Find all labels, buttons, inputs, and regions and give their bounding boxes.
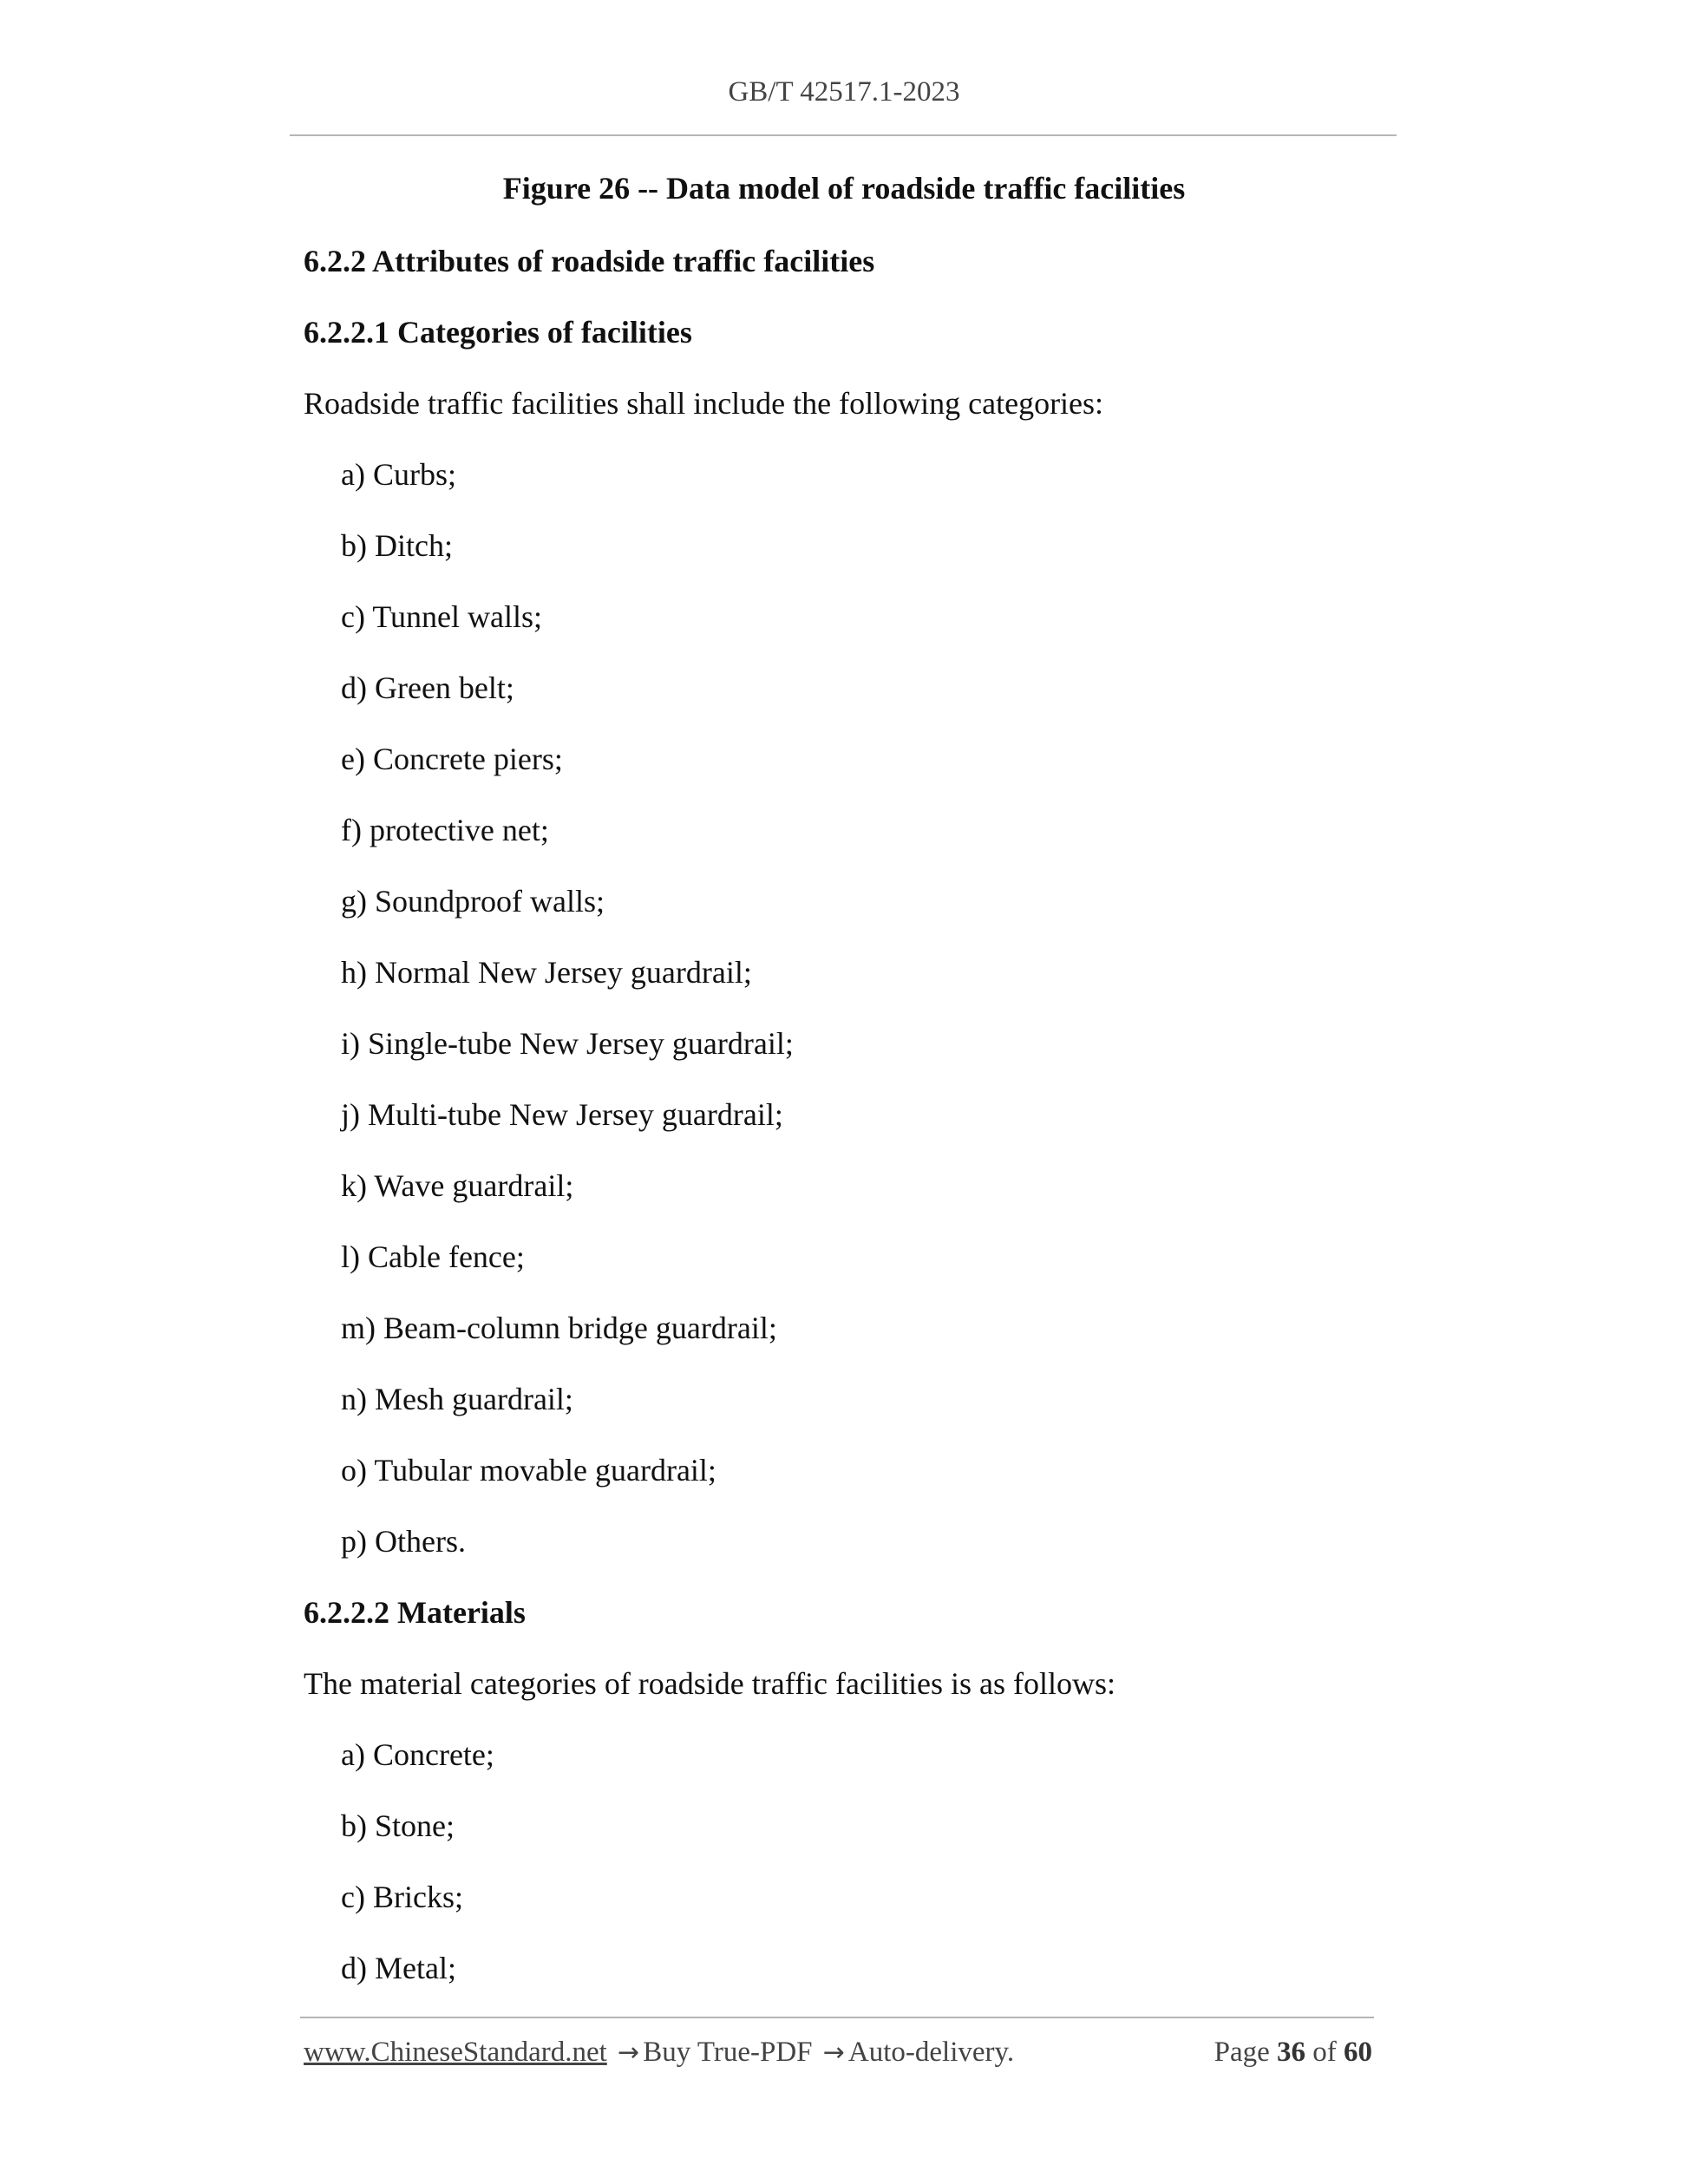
page-current: 36 bbox=[1277, 2037, 1305, 2068]
list-item: p) Others. bbox=[341, 1524, 466, 1559]
categories-intro: Roadside traffic facilities shall include the following categories: bbox=[304, 386, 1104, 421]
list-item: d) Green belt; bbox=[341, 670, 514, 705]
buy-true-pdf-text: Buy True-PDF bbox=[643, 2037, 813, 2068]
footer-divider bbox=[300, 2017, 1374, 2018]
section-heading-6-2-2-2: 6.2.2.2 Materials bbox=[304, 1595, 526, 1630]
list-item: a) Curbs; bbox=[341, 457, 456, 492]
list-item: b) Ditch; bbox=[341, 528, 453, 563]
list-item: e) Concrete piers; bbox=[341, 742, 563, 776]
footer-promo bbox=[304, 2037, 1014, 2069]
figure-caption: Figure 26 -- Data model of roadside traffic facilities bbox=[502, 171, 1186, 206]
list-item: j) Multi-tube New Jersey guardrail; bbox=[341, 1097, 783, 1132]
section-heading-6-2-2-1: 6.2.2.1 Categories of facilities bbox=[304, 315, 692, 350]
arrow-right-icon: → bbox=[618, 2037, 640, 2068]
page-total: 60 bbox=[1344, 2037, 1372, 2068]
list-item: f) protective net; bbox=[341, 813, 549, 847]
page-label: Page bbox=[1214, 2037, 1270, 2068]
document-header: GB/T 42517.1-2023 bbox=[728, 76, 960, 108]
list-item: h) Normal New Jersey guardrail; bbox=[341, 955, 752, 990]
page-number bbox=[1214, 2037, 1372, 2069]
list-item: c) Tunnel walls; bbox=[341, 599, 543, 634]
chinesestandard-link[interactable]: www.ChineseStandard.net bbox=[304, 2037, 607, 2068]
section-heading-6-2-2: 6.2.2 Attributes of roadside traffic facilities bbox=[304, 244, 875, 278]
list-item: l) Cable fence; bbox=[341, 1239, 525, 1274]
list-item: d) Metal; bbox=[341, 1951, 456, 1985]
list-item: n) Mesh guardrail; bbox=[341, 1382, 573, 1416]
list-item: k) Wave guardrail; bbox=[341, 1168, 574, 1203]
list-item: b) Stone; bbox=[341, 1808, 455, 1843]
header-divider bbox=[290, 134, 1397, 136]
auto-delivery-text: Auto-delivery. bbox=[847, 2037, 1015, 2068]
list-item: c) Bricks; bbox=[341, 1880, 463, 1914]
list-item: g) Soundproof walls; bbox=[341, 884, 605, 919]
list-item: a) Concrete; bbox=[341, 1737, 494, 1772]
list-item: i) Single-tube New Jersey guardrail; bbox=[341, 1026, 794, 1061]
page-of-label: of bbox=[1312, 2037, 1337, 2068]
list-item: m) Beam-column bridge guardrail; bbox=[341, 1311, 777, 1345]
list-item: o) Tubular movable guardrail; bbox=[341, 1453, 716, 1488]
arrow-right-icon: → bbox=[822, 2037, 845, 2068]
materials-intro: The material categories of roadside traffic facilities is as follows: bbox=[304, 1666, 1116, 1701]
